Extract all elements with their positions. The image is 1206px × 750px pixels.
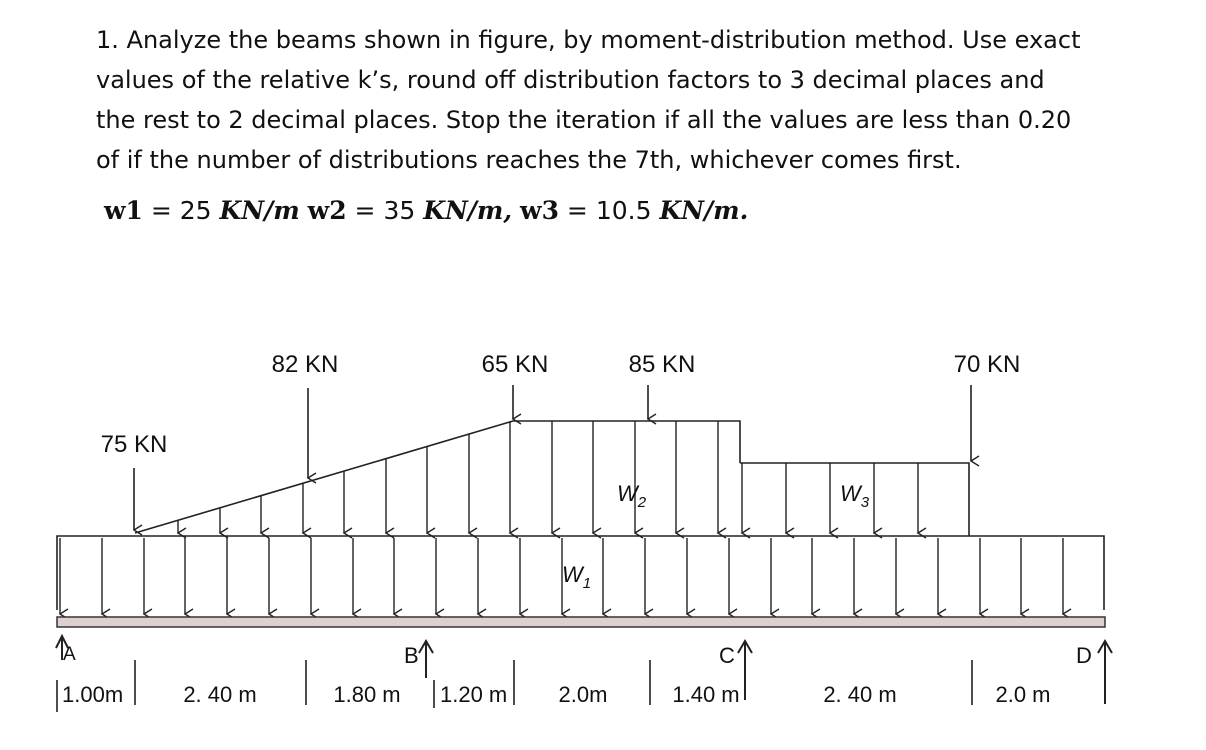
- load-w2-arrows: [178, 421, 718, 533]
- dim-4: 1.20 m: [440, 682, 508, 707]
- support-d: [1098, 641, 1112, 704]
- w2-label: $W_2$: [617, 481, 647, 511]
- support-b-label: B: [404, 643, 419, 668]
- support-c-label: C: [719, 643, 735, 668]
- beam: [57, 617, 1105, 627]
- w3-label: $W_3$: [840, 481, 870, 511]
- w1-unit: KN/m: [219, 196, 300, 225]
- w2-unit: KN/m,: [423, 196, 513, 225]
- point-load-65-label: 65 KN: [481, 351, 549, 378]
- dim-8: 2.0 m: [995, 682, 1051, 707]
- w2-value: = 35: [354, 196, 416, 225]
- load-w3-arrows: [742, 463, 918, 533]
- support-d-label: D: [1076, 643, 1092, 668]
- point-load-82-label: 82 KN: [271, 351, 339, 378]
- w2-name: w2: [307, 196, 347, 225]
- w1-name: w1: [104, 196, 143, 225]
- point-load-85-label: 85 KN: [628, 351, 696, 378]
- dim-1: 1.00m: [62, 682, 124, 707]
- load-w2-outline: [135, 421, 740, 533]
- w3-unit: KN/m.: [659, 196, 749, 225]
- problem-line-2: values of the relative k’s, round off distribution factors to 3 decimal places and: [96, 66, 1045, 94]
- dim-6: 1.40 m: [672, 682, 740, 707]
- problem-line-1: 1. Analyze the beams shown in figure, by moment-distribution method. Use exact: [96, 26, 1081, 54]
- w3-value: = 10.5: [566, 196, 652, 225]
- support-b: [419, 641, 433, 678]
- point-load-75-label: 75 KN: [100, 431, 168, 458]
- point-load-70-label: 70 KN: [953, 351, 1021, 378]
- support-c: [738, 641, 752, 700]
- problem-line-3: the rest to 2 decimal places. Stop the iteration if all the values are less than 0.20: [96, 106, 1072, 134]
- dim-2: 2. 40 m: [183, 682, 257, 707]
- dim-5: 2.0m: [558, 682, 608, 707]
- support-a-label: A: [63, 644, 76, 665]
- dim-7: 2. 40 m: [823, 682, 897, 707]
- problem-line-4: of if the number of distributions reaches the 7th, whichever comes first.: [96, 146, 962, 174]
- w1-label: $W_1$: [562, 562, 592, 592]
- w3-name: w3: [520, 196, 559, 225]
- w1-value: = 25: [150, 196, 212, 225]
- dim-3: 1.80 m: [333, 682, 401, 707]
